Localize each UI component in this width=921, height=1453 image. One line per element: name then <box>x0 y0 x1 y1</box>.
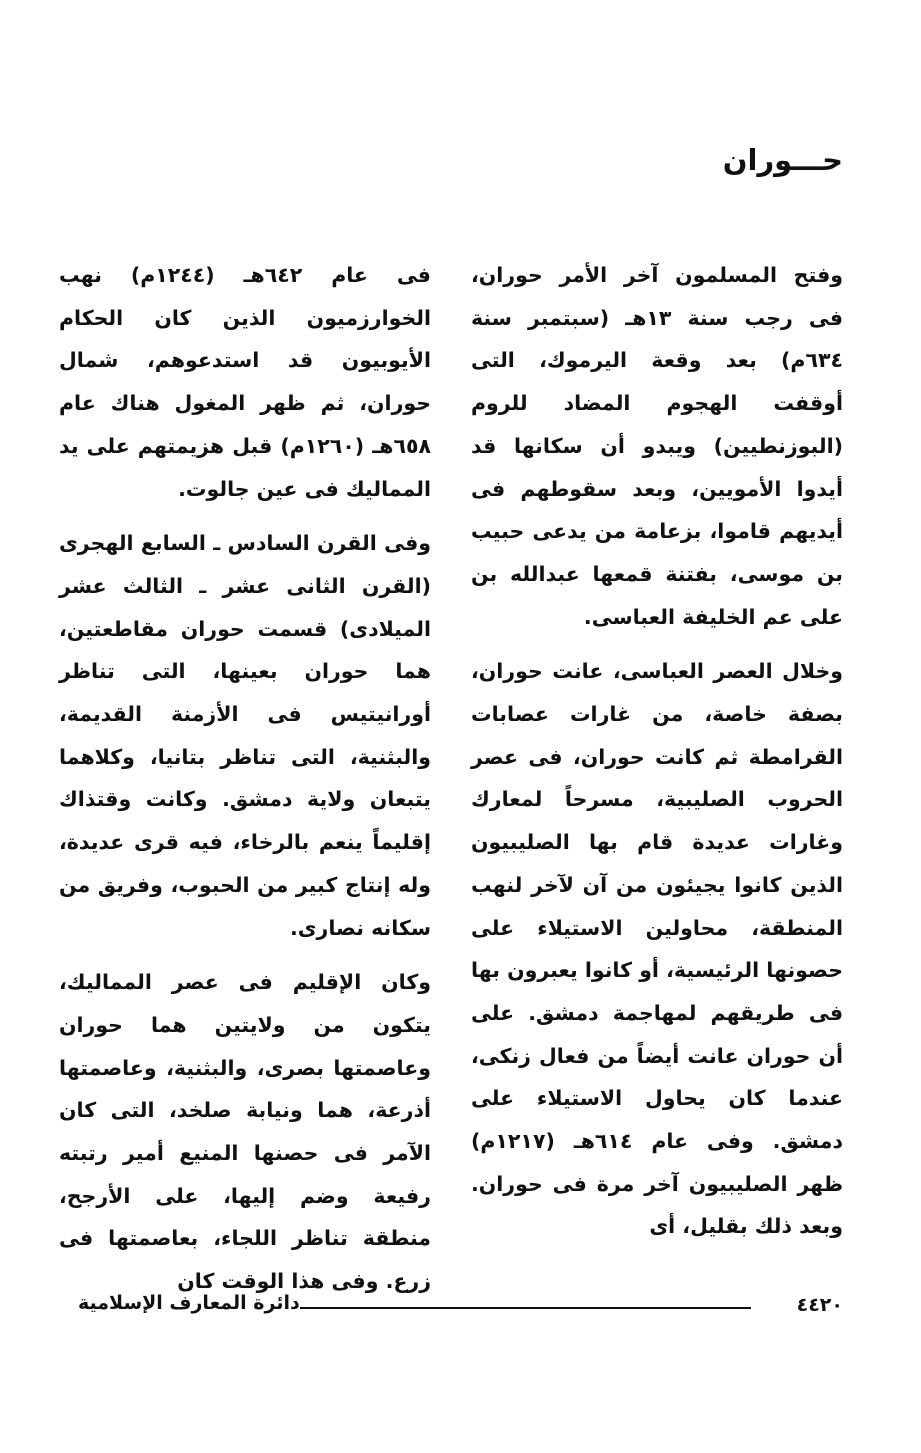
publication-title: دائرة المعارف الإسلامية <box>78 1292 300 1314</box>
paragraph: وخلال العصر العباسى، عانت حوران، بصفة خاصة، من غارات عصابات القرامطة ثم كانت حوران، فى عصر الحروب الصليبية، مسرحاً لمعارك وغارات عديدة قام بها الصليبيون الذين كانوا يجيئون من آن لآخر لنهب المنطقة، محاولين الاستيلاء على حصونها الرئيسية، أو كانوا يعبرون بها فى طريقهم لمهاجمة دمشق. على أن حوران عانت أيضاً من فعال زنكى، عندما كان يحاول الاستيلاء على دمشق. وفى عام ٦١٤هـ (١٢١٧م) ظهر الصليبيون آخر مرة فى حوران. وبعد ذلك بقليل، أى <box>471 659 843 1239</box>
page-number: ٤٤٢٠ <box>796 1294 843 1316</box>
left-column <box>59 254 431 1303</box>
paragraph: فى عام ٦٤٢هـ (١٢٤٤م) نهب الخوارزميون الذين كان الحكام الأيوبيون قد استدعوهم، شمال حوران، ثم ظهر المغول هناك عام ٦٥٨هـ (١٢٦٠م) قبل هزيمتهم على يد المماليك فى عين جالوت. <box>59 263 431 501</box>
footer-divider <box>300 1307 751 1309</box>
page-footer <box>78 1292 843 1322</box>
paragraph: وكان الإقليم فى عصر المماليك، يتكون من ولايتين هما حوران وعاصمتها بصرى، والبثنية، وعاصمتها أذرعة، هما ونيابة صلخد، التى كان الآمر فى حصنها المنيع أمير رتبته رفيعة وضم إليها، على الأرجح، منطقة تناظر اللجاء، بعاصمتها فى زرع. وفى هذا الوقت كان <box>59 970 431 1294</box>
page-title: حـــوران <box>722 143 843 177</box>
paragraph: وفى القرن السادس ـ السابع الهجرى (القرن الثانى عشر ـ الثالث عشر الميلادى) قسمت حوران مقاطعتين، هما حوران بعينها، التى تناظر أورانيتيس فى الأزمنة القديمة، والبثنية، التى تناظر بتانيا، وكلاهما يتبعان ولاية دمشق. وكانت وقتذاك إقليماً ينعم بالرخاء، فيه قرى عديدة، وله إنتاج كبير من الحبوب، وفريق من سكانه نصارى. <box>59 531 431 940</box>
paragraph: وفتح المسلمون آخر الأمر حوران، فى رجب سنة ١٣هـ (سبتمبر سنة ٦٣٤م) بعد وقعة اليرموك، التى أوقفت الهجوم المضاد للروم (البوزنطيين) ويبدو أن سكانها قد أيدوا الأمويين، وبعد سقوطهم فى أيديهم قاموا، بزعامة من يدعى حبيب بن موسى، بفتنة قمعها عبدالله بن على عم الخليفة العباسى. <box>471 263 844 629</box>
right-column <box>471 254 843 1248</box>
